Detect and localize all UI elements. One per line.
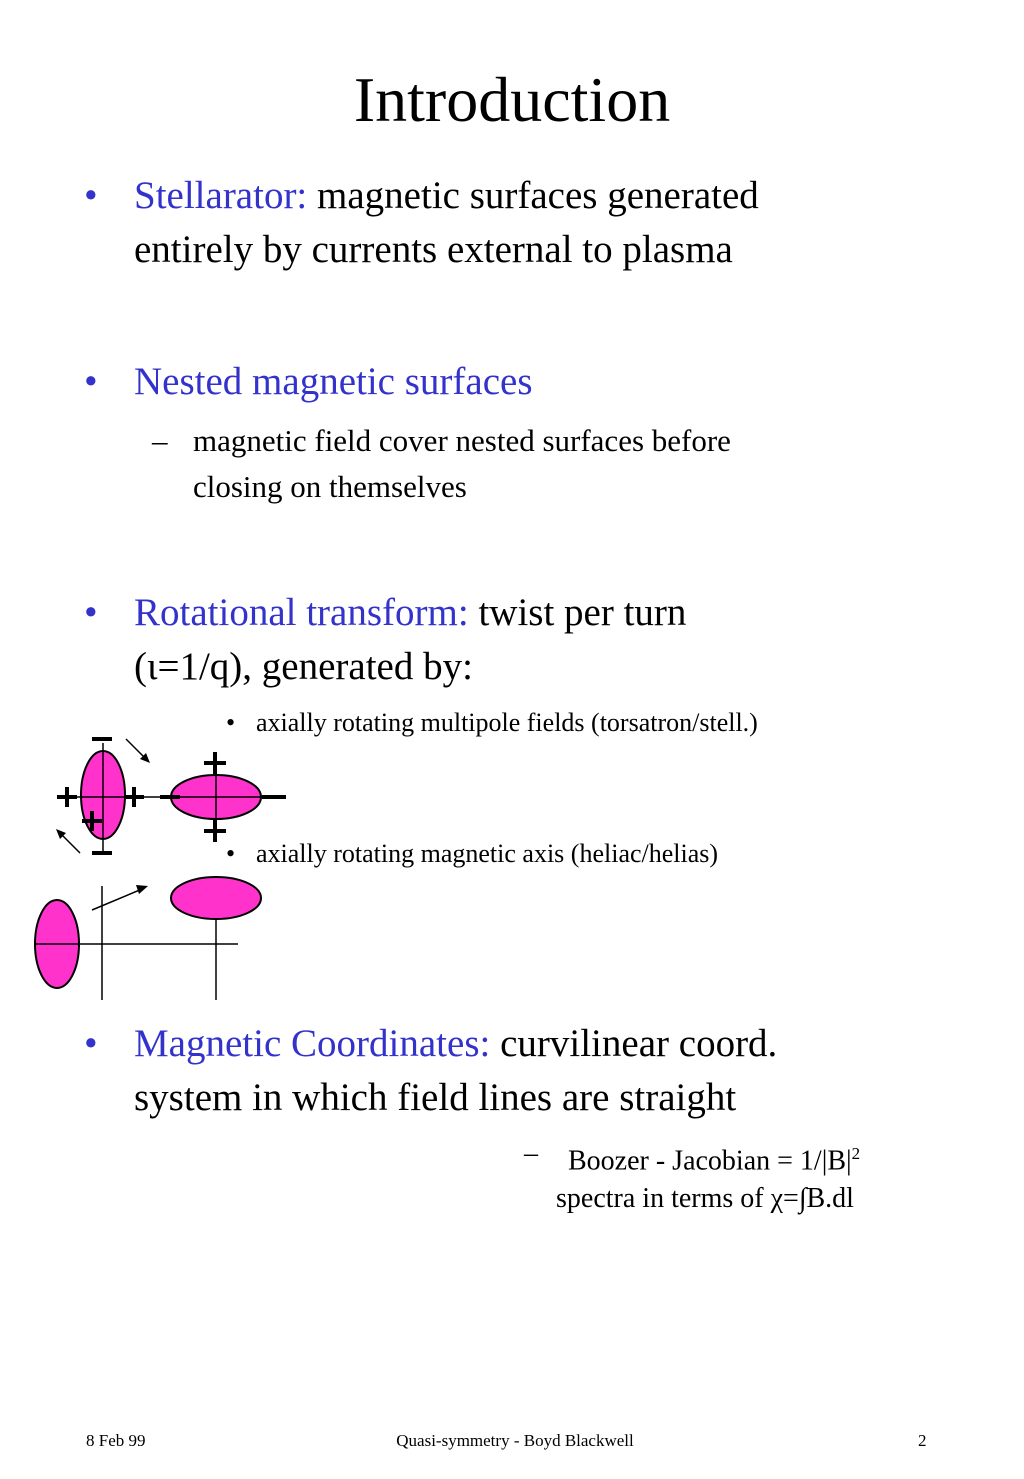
stellarator-text-line1: magnetic surfaces generated bbox=[317, 174, 759, 217]
plus-mark bbox=[124, 787, 144, 807]
multipole-fields-text: axially rotating multipole fields (torsatron/stell.) bbox=[256, 708, 758, 737]
rotational-transform-label: Rotational transform: bbox=[134, 591, 469, 634]
axis-rotation-arrow bbox=[92, 889, 142, 910]
plus-mark bbox=[57, 787, 77, 807]
bullet-marker: • bbox=[84, 591, 98, 634]
dash-marker: – bbox=[524, 1138, 538, 1169]
rotational-transform-text-line1: twist per turn bbox=[478, 591, 687, 634]
footer-date: 8 Feb 99 bbox=[86, 1431, 146, 1450]
equals-sign: = bbox=[783, 1183, 799, 1214]
slide-title: Introduction bbox=[353, 64, 671, 135]
nested-sub-line2: closing on themselves bbox=[193, 469, 467, 504]
boozer-line1: Boozer - Jacobian = 1/|B| bbox=[568, 1145, 852, 1177]
magnetic-coordinates-text-line1: curvilinear coord. bbox=[500, 1022, 778, 1065]
spectra-suffix: B.dl bbox=[806, 1183, 854, 1214]
bullet-marker: • bbox=[84, 360, 98, 403]
nested-sub-line1: magnetic field cover nested surfaces before bbox=[193, 423, 731, 458]
small-bullet-marker: • bbox=[226, 839, 236, 868]
nested-surfaces-label: Nested magnetic surfaces bbox=[134, 360, 533, 403]
stellarator-label: Stellarator: bbox=[134, 174, 308, 217]
magnetic-coordinates-label: Magnetic Coordinates: bbox=[134, 1022, 491, 1065]
plus-mark bbox=[204, 820, 226, 842]
helical-axis-diagram bbox=[28, 872, 268, 1002]
plus-mark bbox=[204, 752, 226, 774]
stellarator-text-line2: entirely by currents external to plasma bbox=[134, 228, 733, 271]
magnetic-axis-text: axially rotating magnetic axis (heliac/helias) bbox=[256, 839, 719, 868]
bullet-marker: • bbox=[84, 174, 98, 217]
dash-marker: – bbox=[152, 423, 168, 458]
boozer-superscript: 2 bbox=[851, 1144, 861, 1163]
chi-symbol: χ bbox=[770, 1183, 784, 1214]
magnetic-coordinates-text-line2: system in which field lines are straight bbox=[134, 1076, 737, 1119]
small-bullet-marker: • bbox=[226, 708, 236, 737]
bullet-marker: • bbox=[84, 1022, 98, 1065]
footer-title: Quasi-symmetry - Boyd Blackwell bbox=[396, 1431, 634, 1450]
multipole-diagram bbox=[40, 725, 300, 865]
spectra-prefix: spectra in terms of bbox=[556, 1183, 771, 1214]
footer-page-number: 2 bbox=[918, 1431, 927, 1450]
rotational-transform-text-line2: (ι=1/q), generated by: bbox=[134, 645, 473, 688]
right-ellipse bbox=[171, 877, 261, 919]
integral-symbol: ∫ bbox=[798, 1183, 807, 1214]
